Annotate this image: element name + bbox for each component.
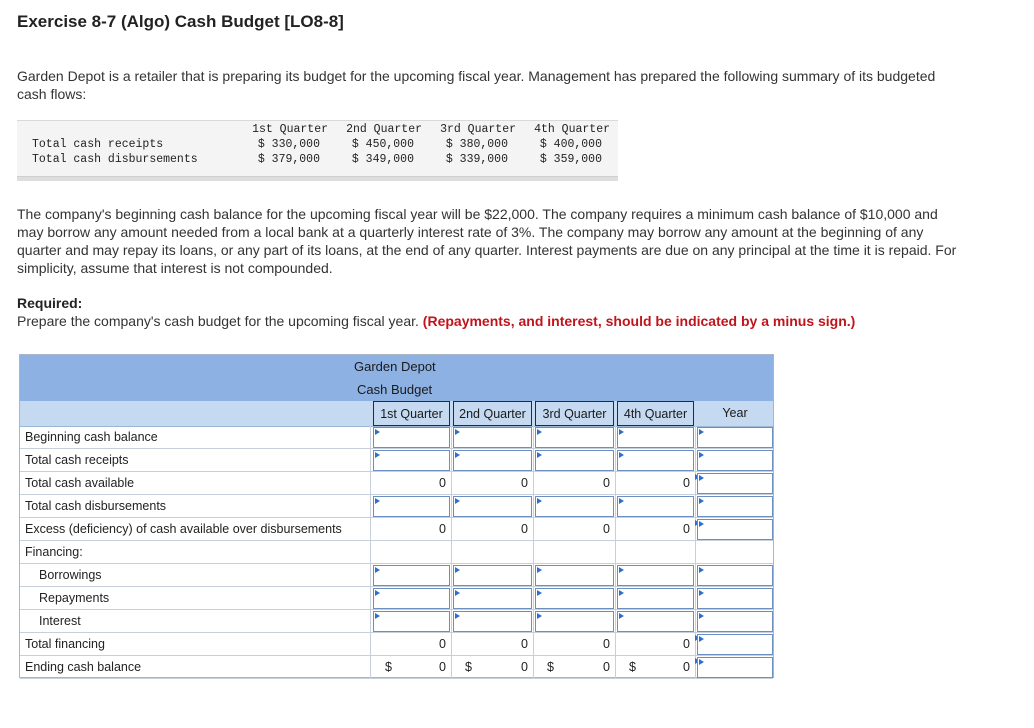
- computed-value-q1: 0: [439, 637, 446, 651]
- budget-input-q4[interactable]: [617, 427, 694, 448]
- budget-input-q1[interactable]: [373, 565, 450, 586]
- required-text: [17, 312, 855, 330]
- budget-input-q3[interactable]: [535, 427, 614, 448]
- column-divider: [695, 426, 696, 679]
- row-label-receipts: Total cash receipts: [25, 453, 129, 467]
- budget-input-year[interactable]: [697, 588, 773, 609]
- computed-value-q3: 0: [603, 637, 610, 651]
- budget-input-q2[interactable]: [453, 588, 532, 609]
- computed-value-q4: 0: [683, 660, 690, 674]
- required-instruction: Prepare the company's cash budget for the upcoming fiscal year.: [17, 313, 419, 329]
- budget-input-q2[interactable]: [453, 450, 532, 471]
- summary-header-q2: 2nd Quarter: [346, 123, 422, 136]
- row-label-interest: Interest: [39, 614, 81, 628]
- currency-symbol: $: [465, 660, 472, 674]
- row-divider: [20, 609, 773, 610]
- cash-budget-table: [19, 354, 774, 678]
- computed-value-q2: 0: [521, 476, 528, 490]
- summary-cell: $ 379,000: [257, 153, 320, 166]
- computed-value-q1: 0: [439, 522, 446, 536]
- computed-value-q2: 0: [521, 660, 528, 674]
- budget-input-q1[interactable]: [373, 427, 450, 448]
- budget-input-year[interactable]: [697, 473, 773, 494]
- computed-value-q1: 0: [439, 660, 446, 674]
- computed-value-q3: 0: [603, 522, 610, 536]
- row-divider: [20, 586, 773, 587]
- budget-input-year[interactable]: [697, 611, 773, 632]
- summary-cell: $ 359,000: [539, 153, 602, 166]
- budget-input-q3[interactable]: [535, 588, 614, 609]
- summary-cell: $ 339,000: [445, 153, 508, 166]
- budget-input-q4[interactable]: [617, 450, 694, 471]
- column-divider: [615, 426, 616, 679]
- row-label-beginning: Beginning cash balance: [25, 430, 158, 444]
- budget-input-q4[interactable]: [617, 496, 694, 517]
- budget-input-q4[interactable]: [617, 588, 694, 609]
- budget-input-q2[interactable]: [453, 611, 532, 632]
- budget-input-year[interactable]: [697, 496, 773, 517]
- budget-company: Garden Depot: [354, 359, 436, 374]
- col-header-year: Year: [722, 406, 748, 420]
- currency-symbol: $: [547, 660, 554, 674]
- details-text: The company's beginning cash balance for the upcoming fiscal year will be $22,000. The company requires a minimum cash balance of $10,000 and may borrow any amount needed from a local bank at a quarterly interest rate of 3%. The company may borrow any amount at the beginning of any quarter and may repay its loans, or any part of its loans, at the end of any quarter. Interest payments are due on any principal at the time it is repaid. For simplicity, assume that interest is not compounded.: [17, 206, 957, 276]
- computed-value-q3: 0: [603, 660, 610, 674]
- budget-input-q4[interactable]: [617, 611, 694, 632]
- summary-cell: $ 450,000: [351, 138, 414, 151]
- budget-input-q1[interactable]: [373, 611, 450, 632]
- summary-divider: [17, 176, 618, 181]
- budget-input-q3[interactable]: [535, 450, 614, 471]
- budget-input-q1[interactable]: [373, 450, 450, 471]
- computed-value-q2: 0: [521, 522, 528, 536]
- column-divider: [370, 426, 371, 679]
- required-note: (Repayments, and interest, should be indicated by a minus sign.): [422, 313, 856, 329]
- budget-subtitle-band: [20, 378, 773, 402]
- column-divider: [451, 426, 452, 679]
- summary-row-label: Total cash receipts: [32, 138, 164, 151]
- budget-input-year[interactable]: [697, 565, 773, 586]
- budget-input-q3[interactable]: [535, 496, 614, 517]
- budget-input-q2[interactable]: [453, 565, 532, 586]
- row-label-total-financing: Total financing: [25, 637, 105, 651]
- budget-input-year[interactable]: [697, 450, 773, 471]
- budget-input-year[interactable]: [697, 657, 773, 678]
- budget-input-q2[interactable]: [453, 496, 532, 517]
- row-label-excess: Excess (deficiency) of cash available over disbursements: [25, 522, 342, 536]
- summary-cell: $ 400,000: [539, 138, 602, 151]
- summary-header-q1: 1st Quarter: [252, 123, 328, 136]
- computed-value-q3: 0: [603, 476, 610, 490]
- row-label-borrowings: Borrowings: [39, 568, 102, 582]
- row-label-repayments: Repayments: [39, 591, 110, 605]
- summary-table: [17, 120, 618, 181]
- summary-header-q4: 4th Quarter: [534, 123, 610, 136]
- budget-input-q3[interactable]: [535, 565, 614, 586]
- budget-input-q4[interactable]: [617, 565, 694, 586]
- budget-input-q2[interactable]: [453, 427, 532, 448]
- computed-value-q4: 0: [683, 637, 690, 651]
- summary-row-label: Total cash disbursements: [32, 153, 198, 166]
- budget-subtitle: Cash Budget: [357, 382, 433, 397]
- page-title: Exercise 8-7 (Algo) Cash Budget [LO8-8]: [17, 12, 344, 31]
- budget-input-q3[interactable]: [535, 611, 614, 632]
- column-divider: [533, 426, 534, 679]
- row-label-disbursements: Total cash disbursements: [25, 499, 167, 513]
- required-label: Required:: [17, 295, 83, 311]
- col-header-q2: 2nd Quarter: [453, 401, 532, 426]
- budget-input-year[interactable]: [697, 634, 773, 655]
- budget-input-q1[interactable]: [373, 496, 450, 517]
- row-divider: [20, 632, 773, 633]
- col-header-q3: 3rd Quarter: [535, 401, 614, 426]
- col-header-q1: 1st Quarter: [373, 401, 450, 426]
- row-label-financing: Financing:: [25, 545, 83, 559]
- summary-cell: $ 380,000: [445, 138, 508, 151]
- summary-header-q3: 3rd Quarter: [440, 123, 516, 136]
- summary-cell: $ 330,000: [257, 138, 320, 151]
- computed-value-q4: 0: [683, 476, 690, 490]
- row-divider: [20, 563, 773, 564]
- computed-value-q2: 0: [521, 637, 528, 651]
- row-label-available: Total cash available: [25, 476, 135, 490]
- currency-symbol: $: [385, 660, 392, 674]
- budget-title-band: [20, 355, 773, 379]
- col-header-q4: 4th Quarter: [617, 401, 694, 426]
- summary-cell: $ 349,000: [351, 153, 414, 166]
- row-label-ending: Ending cash balance: [25, 660, 142, 674]
- budget-input-q1[interactable]: [373, 588, 450, 609]
- computed-value-q4: 0: [683, 522, 690, 536]
- currency-symbol: $: [629, 660, 636, 674]
- budget-input-year[interactable]: [697, 519, 773, 540]
- computed-value-q1: 0: [439, 476, 446, 490]
- intro-text: Garden Depot is a retailer that is preparing its budget for the upcoming fiscal year. Management has prepared the following summary of its budgeted cash flows:: [17, 68, 936, 102]
- budget-input-year[interactable]: [697, 427, 773, 448]
